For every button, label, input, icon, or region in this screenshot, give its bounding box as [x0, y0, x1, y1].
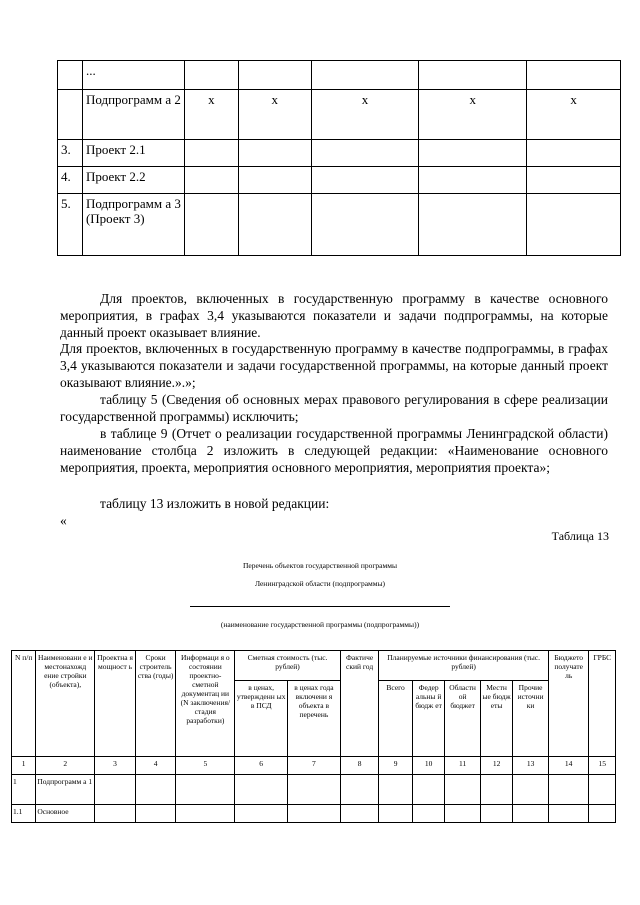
table-cell — [527, 140, 621, 167]
column-number: 6 — [235, 757, 288, 775]
table-cell — [135, 805, 176, 823]
table-cell — [527, 167, 621, 194]
table-row — [58, 61, 621, 90]
column-number: 14 — [548, 757, 589, 775]
table-cell — [340, 775, 379, 805]
table-row — [12, 775, 616, 805]
table-cell — [379, 805, 412, 823]
header-name: Наименовани е и местонахожд ение стройки (объекта), — [36, 651, 95, 757]
header-recipient: Бюджето получате ль — [548, 651, 589, 757]
paragraph-table13: таблицу 13 изложить в новой редакции: — [100, 496, 330, 511]
row-number — [58, 61, 83, 90]
row-number: 3. — [58, 140, 83, 167]
row-number: 1 — [12, 775, 36, 805]
header-n: N п/п — [12, 651, 36, 757]
table-cell — [176, 775, 235, 805]
table-cell — [238, 167, 311, 194]
table-cell — [238, 140, 311, 167]
table-cell — [311, 61, 419, 90]
table-cell: х — [419, 90, 527, 140]
column-number-row — [12, 757, 616, 775]
column-number: 15 — [589, 757, 616, 775]
table-cell — [238, 194, 311, 256]
table-cell — [419, 140, 527, 167]
table-cell — [445, 775, 481, 805]
table-cell — [419, 194, 527, 256]
table-cell — [311, 167, 419, 194]
table-cell — [184, 194, 238, 256]
column-number: 10 — [412, 757, 444, 775]
row-number — [58, 90, 83, 140]
table-row — [58, 90, 621, 140]
table13-caption: (наименование государственной программы (подпрограммы)) — [220, 620, 420, 629]
table-cell — [235, 805, 288, 823]
header-cost-psd: в ценах, утвержденн ых в ПСД — [235, 681, 288, 757]
row-name: Проект 2.2 — [82, 167, 184, 194]
row-name: Подпрограмм а 1 — [36, 775, 95, 805]
table-cell — [184, 140, 238, 167]
header-sources: Планируемые источники финансирования (тыс. рублей) — [379, 651, 549, 681]
table-number-label: Таблица 13 — [551, 529, 609, 543]
table-cell: х — [238, 90, 311, 140]
table-cell — [412, 775, 444, 805]
table13-title-line1: Перечень объектов государственной программы — [242, 561, 398, 570]
table13 — [11, 650, 616, 823]
row-number: 4. — [58, 167, 83, 194]
column-number: 13 — [513, 757, 549, 775]
table-cell — [288, 805, 341, 823]
table-cell: х — [311, 90, 419, 140]
row-number: 1.1 — [12, 805, 36, 823]
table-row — [58, 167, 621, 194]
table-cell — [527, 194, 621, 256]
header-done: Фактиче ский год — [340, 651, 379, 757]
top-table-wrapper — [57, 60, 621, 256]
table-cell — [184, 167, 238, 194]
row-name: ... — [82, 61, 184, 90]
column-number: 11 — [445, 757, 481, 775]
table-cell — [419, 61, 527, 90]
header-capacity: Проектна я мощност ь — [95, 651, 136, 757]
top-table — [57, 60, 621, 256]
table-cell — [235, 775, 288, 805]
table-cell — [135, 775, 176, 805]
table-cell — [176, 805, 235, 823]
table-cell — [480, 775, 512, 805]
table-cell: х — [527, 90, 621, 140]
column-number: 7 — [288, 757, 341, 775]
header-federal: Федер альны й бюдж ет — [412, 681, 444, 757]
opening-quote: « — [60, 513, 67, 528]
row-name: Проект 2.1 — [82, 140, 184, 167]
table-row — [58, 140, 621, 167]
table-cell — [589, 775, 616, 805]
table-cell — [513, 775, 549, 805]
table-cell — [412, 805, 444, 823]
column-number: 4 — [135, 757, 176, 775]
column-number: 5 — [176, 757, 235, 775]
title-underline — [190, 606, 450, 607]
table-cell — [527, 61, 621, 90]
header-local: Местн ые бюдж еты — [480, 681, 512, 757]
table-cell — [311, 140, 419, 167]
column-number: 12 — [480, 757, 512, 775]
table-cell — [548, 775, 589, 805]
header-regional: Областн ой бюджет — [445, 681, 481, 757]
table-cell — [589, 805, 616, 823]
table-cell — [95, 805, 136, 823]
table-cell — [288, 775, 341, 805]
column-number: 8 — [340, 757, 379, 775]
header-grbs: ГРБС — [589, 651, 616, 757]
row-number: 5. — [58, 194, 83, 256]
table-cell: х — [184, 90, 238, 140]
table-cell — [340, 805, 379, 823]
column-number: 1 — [12, 757, 36, 775]
column-number: 2 — [36, 757, 95, 775]
header-other: Прочие источни ки — [513, 681, 549, 757]
table-row — [12, 805, 616, 823]
header-cost-year: в ценах года включени я объекта в перечень — [288, 681, 341, 757]
table-cell — [238, 61, 311, 90]
table-row — [58, 194, 621, 256]
row-name: Подпрограмм а 3 (Проект 3) — [82, 194, 184, 256]
paragraph-table5: таблицу 5 (Сведения об основных мерах правового регулирования в сфере реализации государственной программы) исключить; — [60, 392, 608, 424]
header-cost: Сметная стоимость (тыс. рублей) — [235, 651, 341, 681]
header-total: Всего — [379, 681, 412, 757]
table-cell — [95, 775, 136, 805]
table-cell — [379, 775, 412, 805]
table-cell — [480, 805, 512, 823]
table-cell — [311, 194, 419, 256]
paragraph-projects-subprogram: Для проектов, включенных в государственную программу в качестве подпрограммы, в графах 3,4 указываются показатели и задачи государственной программы, на которые данный проект оказывают влияние.».»; — [60, 341, 608, 390]
paragraph-table9: в таблице 9 (Отчет о реализации государственной программы Ленинградской области) наименование столбца 2 изложить в следующей редакции: «Наименование основного мероприятия, проекта, мероприятия основного мероприятия, мероприятия проекта»; — [60, 426, 608, 475]
paragraph-projects-main-activity: Для проектов, включенных в государственную программу в качестве основного мероприятия, в графах 3,4 указываются показатели и задачи подпрограммы, на которые данный проект оказывает влияние. — [60, 291, 608, 340]
table-cell — [548, 805, 589, 823]
table-cell — [419, 167, 527, 194]
table-cell — [513, 805, 549, 823]
column-number: 9 — [379, 757, 412, 775]
header-terms: Сроки строитель ства (годы) — [135, 651, 176, 757]
column-number: 3 — [95, 757, 136, 775]
header-row — [12, 651, 616, 681]
table-cell — [184, 61, 238, 90]
header-info: Информаци я о состоянии проектно-сметной документац ии (N заключения/ стадия разработки) — [176, 651, 235, 757]
row-name: Основное — [36, 805, 95, 823]
row-name: Подпрограмм а 2 — [82, 90, 184, 140]
table13-title-line2: Ленинградской области (подпрограммы) — [254, 579, 386, 588]
table-cell — [445, 805, 481, 823]
